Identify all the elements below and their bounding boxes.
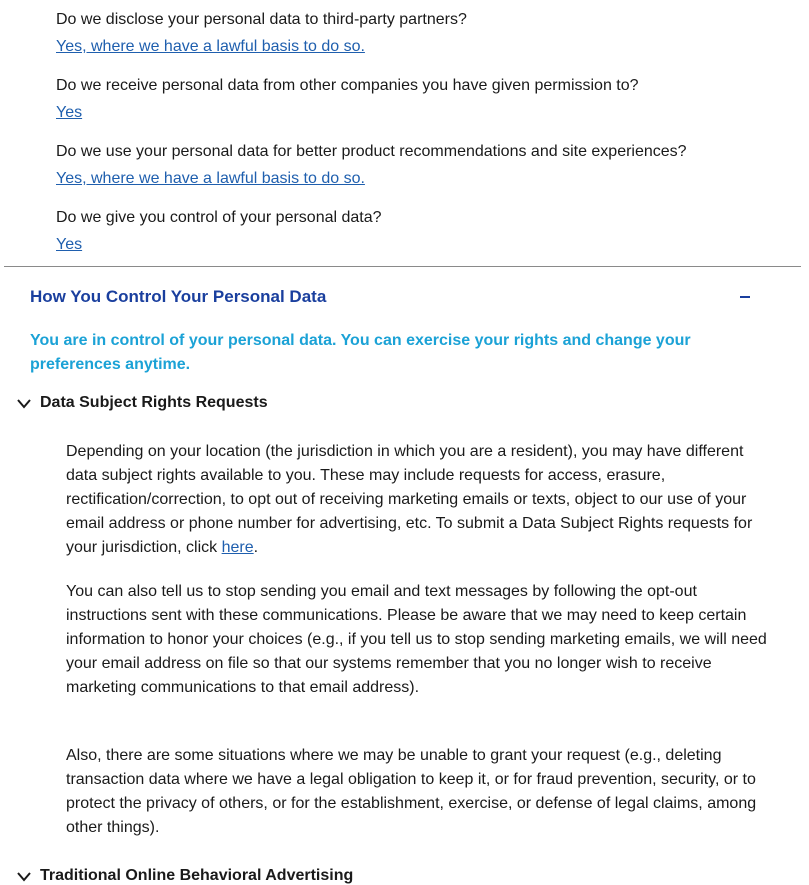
qa-item (56, 10, 789, 57)
here-link[interactable]: here (221, 539, 254, 556)
answer-link[interactable]: Yes (56, 236, 83, 253)
accordion-title: Data Subject Rights Requests (40, 394, 268, 411)
accordion-header-traditional-oba[interactable] (16, 867, 353, 885)
qa-item (56, 76, 789, 123)
chevron-down-icon (16, 868, 32, 884)
answer-link[interactable]: Yes, where we have a lawful basis to do so. (56, 38, 365, 55)
qa-item (56, 142, 789, 189)
question-text: Do we give you control of your personal data? (56, 209, 382, 226)
accordion-title: Traditional Online Behavioral Advertising (40, 867, 354, 884)
paragraph: Also, there are some situations where we may be unable to grant your request (e.g., deleting transaction data where we have a legal obligation to keep it, or for fraud prevention, security, or to protect the privacy of others, or for the establishment, exercise, or defense of legal claims, among other things). (66, 747, 757, 836)
paragraph-text: Depending on your location (the jurisdiction in which you are a resident), you may have different data subject rights available to you. These may include requests for access, erasure, rectification/correction, to opt out of receiving marketing emails or texts, object to our use of your email address or phone number for advertising, etc. To submit a Data Subject Rights requests for your jurisdiction, click (66, 443, 753, 556)
minus-icon (740, 296, 750, 298)
question-text: Do we receive personal data from other companies you have given permission to? (56, 77, 639, 94)
section-divider (4, 266, 801, 267)
paragraph-end: . (253, 539, 259, 556)
question-text: Do we disclose your personal data to third-party partners? (56, 11, 467, 28)
answer-link[interactable]: Yes, where we have a lawful basis to do so. (56, 170, 365, 187)
qa-item (56, 208, 789, 255)
collapse-button[interactable] (737, 285, 753, 309)
paragraph: You can also tell us to stop sending you email and text messages by following the opt-out instructions sent with these communications. Please be aware that we may need to keep certain information to honor your choices (e.g., if you tell us to stop sending marketing emails, we will need your email address on file so that our systems remember that you no longer wish to receive marketing communications to that email address). (66, 583, 767, 696)
chevron-down-icon (16, 395, 32, 411)
question-text: Do we use your personal data for better product recommendations and site experiences? (56, 143, 687, 160)
section-intro: You are in control of your personal data. You can exercise your rights and change your preferences anytime. (30, 332, 691, 373)
section-title: How You Control Your Personal Data (30, 287, 327, 306)
accordion-header-data-subject-rights[interactable] (16, 394, 268, 412)
paragraph (66, 440, 768, 560)
answer-link[interactable]: Yes (56, 104, 83, 121)
